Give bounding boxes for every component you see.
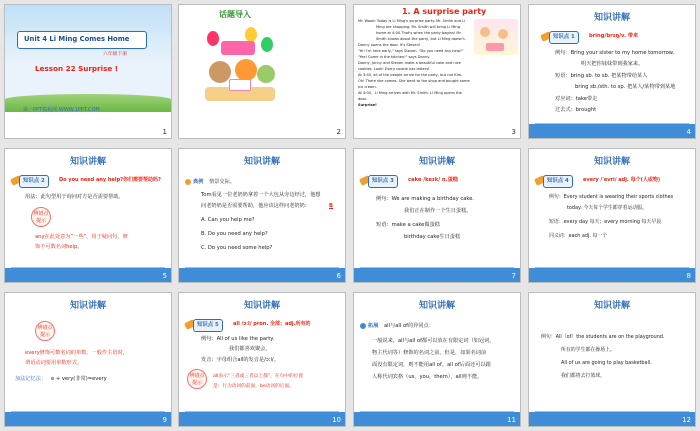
slide-title: 知识讲解 [593,13,630,23]
grade-label: 六年级下册 [103,52,127,57]
bottom-bar [529,124,695,138]
footer-site: 第一PPT模板网-WWW.1PPT.COM [23,107,100,113]
party-picture [474,19,518,55]
slide-number: 1 [162,128,167,136]
content-line: 我们正在制作一个生日蛋糕。 [404,208,472,214]
slide-3-thumbnail[interactable] [353,4,521,139]
story-line: Danny opens the door. It's Steven! [358,43,421,47]
knowledge-point: bring/brɪŋ/v. 带来 [589,33,639,39]
bottom-bar [529,268,695,282]
note-line: 是：行为动词的前面，be动词的后面。 [213,384,294,389]
kid-icon [498,29,508,39]
content-line: 例句：All（of）the students are on the playground. [541,334,665,340]
party-sign-icon [221,41,255,55]
animal-icon [257,65,275,83]
knowledge-badge: 知识点 1 [549,31,579,44]
slide-8-thumbnail[interactable] [528,148,696,283]
slide-number: 7 [511,272,516,280]
unit-banner [17,31,147,49]
content-line: 发音：字母组合all的发音是/ɔːl/。 [201,357,279,363]
option-c: C. Do you need some help? [201,245,273,251]
cake-icon [229,79,251,91]
slide-7-thumbnail[interactable] [353,148,521,283]
bottom-bar [179,412,345,426]
story-line: At 3:45, all of the people arrive for the party, but not Kim. [358,73,463,77]
slide-10-thumbnail[interactable] [178,292,346,427]
story-line: door. [358,97,367,101]
note-line: 谓语动词要用单数形式。 [25,360,83,366]
content-line: 物主代词等）修饰的名词之前。但是，如果名词前 [372,350,487,356]
slide-title: 知识讲解 [243,157,280,167]
expand-label: 拓展 [368,323,379,329]
answer-text: B [329,203,333,209]
content-line: All of us are going to play basketball. [561,360,652,366]
bottom-bar [179,268,345,282]
slide-title: 1. A surprise party [402,7,487,16]
content-line: 短语：bring sb. to sb. 把某物带给某人 [555,73,648,79]
slide-title: 知识讲解 [593,157,630,167]
content-line: 同义词：each adj. 每一个 [549,233,608,239]
slide-number: 11 [507,416,516,424]
content-line: birthday cake生日蛋糕 [404,234,461,240]
expand-icon [360,323,366,329]
knowledge-point: every /ˈevri/ adj. 每个(人或物) [583,177,661,183]
slide-title: 知识讲解 [418,301,455,311]
slide-12-thumbnail[interactable] [528,292,696,427]
slide-number: 10 [332,416,341,424]
slide-9-thumbnail[interactable] [4,292,172,427]
story-line: Danny, Jenny and Steven make a beautiful cake and nice [358,61,461,65]
knowledge-point: cake /keɪk/ n.蛋糕 [408,177,458,183]
story-line: Ming are shopping. Mr. Smith will bring Li Ming [376,25,460,29]
slide-number: 3 [511,128,516,136]
knowledge-badge: 知识点 4 [543,175,573,188]
content-line: 对应词：take带走 [555,96,598,102]
slide-2-thumbnail[interactable] [178,4,346,139]
balloon-icon [207,31,219,46]
question-line: Tom看见一位老奶奶拿着一个大包从旁边经过，他想 [201,192,321,198]
bottom-bar [354,412,520,426]
example-icon [185,179,191,185]
content-line: 人称代词宾格（us，you，them），all则不能。 [372,374,483,380]
animal-icon [235,59,257,81]
story-line: home at 4:00.That's when the party begins! Mr. [376,31,462,35]
memory-label: 加法记忆法： [15,376,47,382]
story-line: "Hi! I'm here early," says Steven. "Do you need any help?" [358,49,464,53]
unit-title: Unit 4 Li Ming Comes Home [24,35,130,43]
content-line: 短语：every day 每天；every morning 每天早晨 [549,219,662,225]
cake-icon [486,43,504,51]
slide-11-thumbnail[interactable] [353,292,521,427]
story-line: Surprise! [358,103,377,107]
slide-5-thumbnail[interactable] [4,148,172,283]
content-line: 例句：Every student is wearing their sports clothes [549,194,674,200]
slide-title: 知识讲解 [69,157,106,167]
slide-4-thumbnail[interactable] [528,4,696,139]
animal-icon [209,61,231,83]
slide-number: 6 [336,272,341,280]
slide-title: 话题导入 [219,10,251,19]
content-line: 所有的学生都在操场上。 [561,347,615,353]
content-line: 我们都喜欢聚会。 [229,346,271,352]
story-line: Smith knows about the party, but Li Ming doesn't. [376,37,466,41]
slide-title: 知识讲解 [243,301,280,311]
bottom-bar [354,268,520,282]
slide-number: 12 [682,416,691,424]
slide-number: 8 [686,272,691,280]
lesson-title: Lesson 22 Surprise ! [35,64,118,73]
usage-line: 用法：此句型用于询问对方是否需要帮助。 [25,194,124,200]
knowledge-point: Do you need any help?你们需要帮助吗? [59,177,161,183]
story-line: Oh! There she comes. She went to the shop and bought some [358,79,470,83]
slide-6-thumbnail[interactable] [178,148,346,283]
note-line: 饰不可数名词help。 [35,244,83,250]
slide-number: 5 [162,272,167,280]
content-line: 我们都将去打篮球。 [561,373,606,379]
kid-icon [480,27,490,37]
party-illustration [201,25,281,115]
bottom-bar [529,412,695,426]
question-line: 问老奶奶是否需要帮助，他应该这样问老奶奶： [201,203,310,209]
option-b: B. Do you need any help? [201,231,268,237]
note-line: any在此处意为“一些”，用于疑问句，修 [35,234,128,240]
story-line: At 4:00，Li Ming arrives with Mr. Smith. Li Ming opens the [358,91,462,95]
knowledge-badge: 知识点 2 [19,175,49,188]
slide-number: 4 [686,128,691,136]
knowledge-point: all /ɔːl/ pron. 全部；adj.所有的 [233,321,311,327]
content-line: 一般说来，all与all of都可以放在有限定词（如冠词、 [372,338,495,344]
content-line: 例句：We are making a birthday cake. [376,196,475,202]
story-line: "Yes! Come in the kitchen!" says Danny. [358,55,431,59]
example-heading: 情景交际。 [209,179,235,185]
content-line: 例句：All of us like the party. [201,336,275,342]
content-line: 过去式：brought [555,107,597,113]
content-line: 明天把你妹妹带到我家来。 [581,61,644,67]
content-line: today. 今天每个学生都穿着运动服。 [567,205,647,211]
bottom-bar [5,412,171,426]
note-line: all表示“三者或三者以上都”，在句中的位置 [213,374,304,379]
content-line: 短语：make a cake做蛋糕 [376,222,440,228]
slide-title: 知识讲解 [593,301,630,311]
content-line: 例句：Bring your sister to my home tomorrow. [555,50,675,56]
story-line: ice cream. [358,85,377,89]
balloon-icon [245,27,257,42]
tip-bubble: 辨错点提示 [187,369,207,389]
slide-number: 9 [162,416,167,424]
bottom-bar [5,268,171,282]
tip-bubble: 辨错点提示 [35,321,55,341]
slide-number: 2 [336,128,341,136]
example-label: 典例 [193,179,204,185]
memory-formula: e + very(非常)=every [51,376,107,382]
expand-heading: all与all of的异同点： [384,323,434,329]
footer-bar [5,112,171,138]
knowledge-badge: 知识点 5 [193,319,223,332]
slide-title: 知识讲解 [418,157,455,167]
option-a: A. Can you help me? [201,217,255,223]
content-line: bring sb./sth. to sp. 把某人/某物带到某地 [575,84,676,90]
slide-1-thumbnail[interactable] [4,4,172,139]
slide-title: 知识讲解 [69,301,106,311]
balloon-icon [261,37,273,52]
note-line: every修饰可数名词的单数。一般作主语时， [25,350,128,356]
story-line: cookies. Look! Every cookie has letters! [358,67,430,71]
knowledge-badge: 知识点 3 [368,175,398,188]
tip-bubble: 辨错点提示 [31,207,51,227]
story-line: Mr. Wood: Today is Li Ming's surprise party. Mr. Smith and Li [358,19,466,23]
content-line: 面没有限定词，则不能用all of。all of后面还可以跟 [372,362,491,368]
